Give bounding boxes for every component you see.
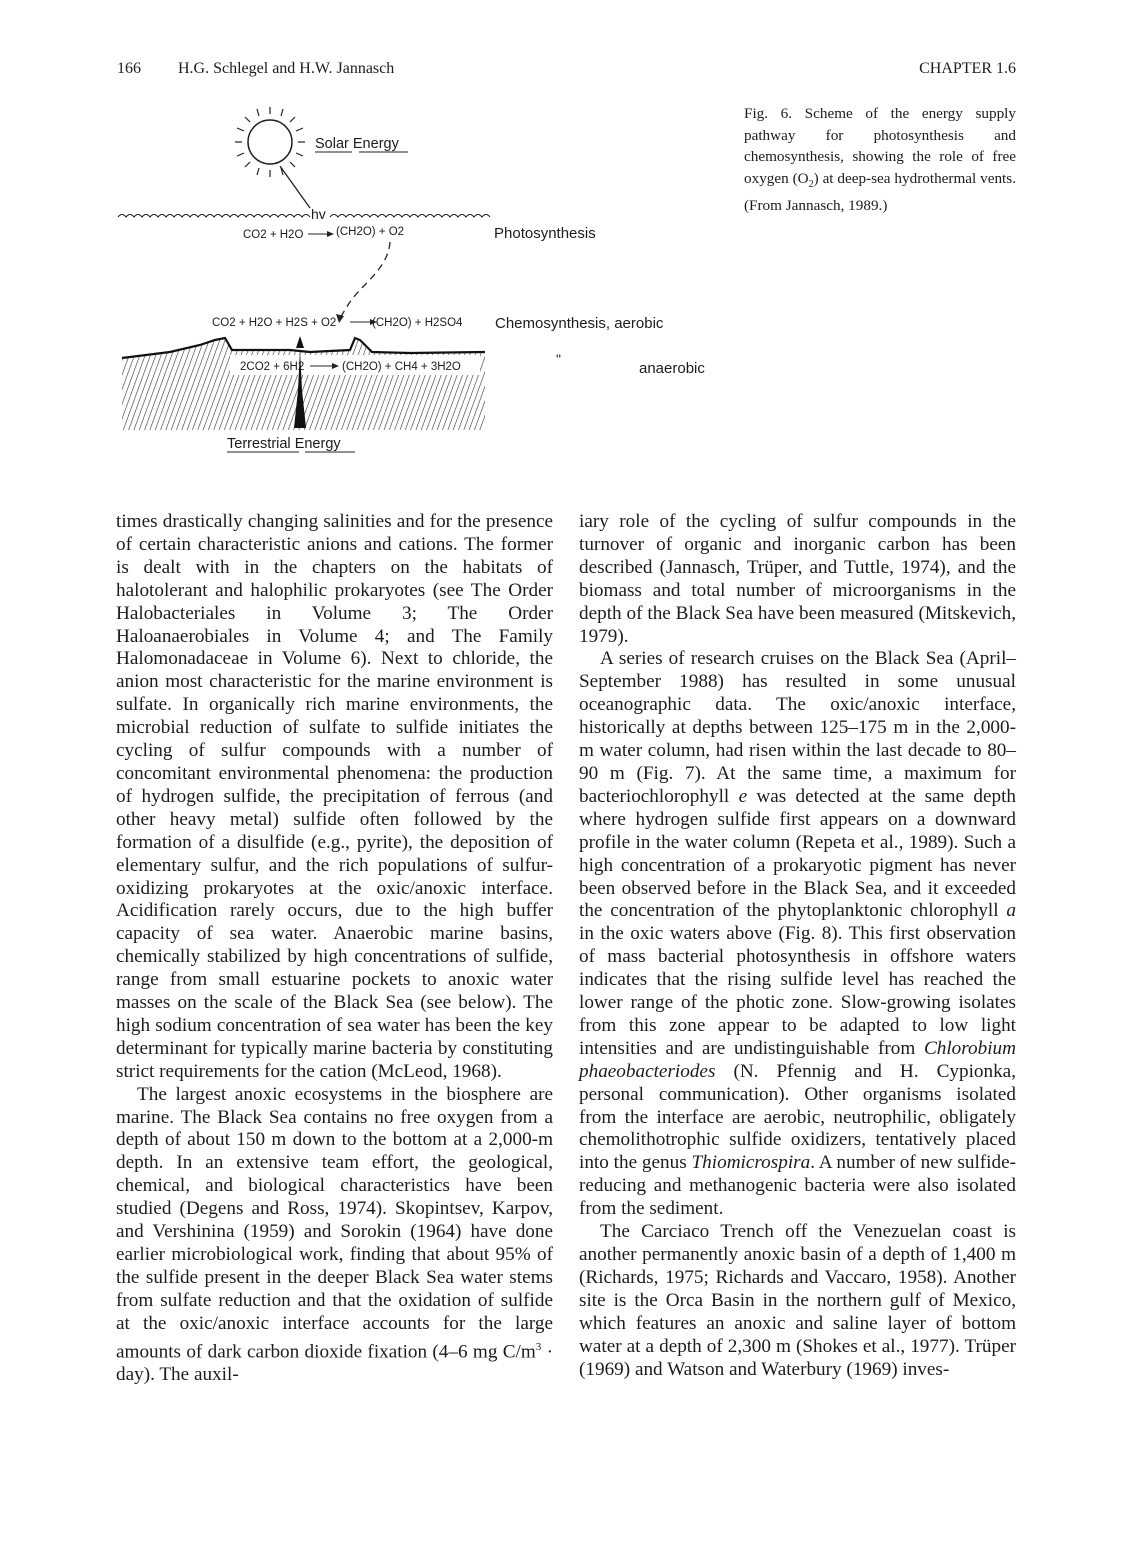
hv-label: hv — [311, 206, 326, 222]
anaerobic-equation-left: 2CO2 + 6H2 — [240, 361, 305, 373]
paragraph: The largest anoxic ecosystems in the biosphere are marine. The Black Sea contains no free oxygen from a depth of about 150 m down to the bottom at a 2,000-m depth. In an extensive team effort, the geological, chemical, and biological characteristics have been studied (Degens and Ross, 1974). Skopintsev, Karpov, and Vershinina (1959) and Sorokin (1964) have done earlier microbiological work, finding that about 95% of the sulfide present in the deeper Black Sea water stems from sulfate reduction and that the oxidation of sulfide at the oxic/anoxic interface accounts for the large amounts of dark carbon dioxide fixation (4–6 mg $C/m^3 \cdot day$). The auxil- — [116, 1083, 554, 1385]
photosynthesis-equation-left: CO2 + H2O — [243, 229, 304, 241]
anaerobic-label: anaerobic — [639, 360, 705, 377]
chemosynthesis-aerobic-equation-right: (CH2O) + H2SO4 — [372, 317, 463, 329]
terrestrial-energy-label: Terrestrial Energy — [227, 436, 341, 452]
energy-pathway-diagram — [110, 100, 730, 470]
light-ray — [280, 166, 310, 208]
anaerobic-equation-right: (CH2O) + CH4 + 3H2O — [342, 361, 461, 373]
photosynthesis-equation-right: (CH2O) + O2 — [336, 226, 405, 238]
ditto-mark: " — [556, 351, 561, 367]
paragraph: A series of research cruises on the Black Sea (April–September 1988) has resulted in some unusual oceanographic data. The oxic/anoxic interface, historically at depths between 125–175 m in the 2,000-m water column, had risen within the last decade to 80–90 m (Fig. 7). At the same time, a maximum for bacteriochlorophyll e was detected at the same depth where hydrogen sulfide first appears on a downward profile in the water column (Repeta et al., 1989). Such a high concentration of a prokaryotic pigment has never been observed before in the Black Sea, and it exceeded the concentration of the phytoplanktonic chlorophyll a in the oxic waters above (Fig. 8). This first observation of mass bacterial photosynthesis in offshore waters indicates that the rising sulfide level has reached the lower range of the photic zone. Slow-growing isolates from this zone appear to be adapted to low light intensities and are undistinguishable from Chlorobium phaeobacteriodes (N. Pfennig and H. Cypionka, personal communication). Other organisms isolated from the interface are aerobic, neutrophilic, obligately chemolithotrophic sulfide oxidizers, tentatively placed into the genus Thiomicrospira. A number of new sulfide-reducing and methanogenic bacteria were also isolated from the sediment. — [579, 648, 1017, 1220]
figure-energy-pathway — [110, 100, 730, 470]
running-chapter: CHAPTER 1.6 — [919, 60, 1016, 77]
running-header — [117, 60, 1016, 84]
paragraph: times drastically changing salinities and for the presence of certain characteristic anions and cations. The former is dealt with in the chapters on the habitats of halotolerant and halophilic prokaryotes (see The Order Halobacteriales in Volume 3; The Order Haloanaerobiales in Volume 4; and The Family Halomonadaceae in Volume 6). Next to chloride, the anion most characteristic for the marine environment is sulfate. In organically rich marine environments, the microbial reduction of sulfate to sulfide initiates the cycling of sulfur compounds with a number of concomitant environmental phenomena: the production of hydrogen sulfide, the precipitation of ferrous (and other heavy metal) sulfide often followed by the formation of a disulfide (e.g., pyrite), the deposition of elementary sulfur, and the rich populations of sulfur-oxidizing prokaryotes at the oxic/anoxic interface. Acidification rarely occurs, due to the high buffer capacity of sea water. Anaerobic marine basins, chemically stabilized by high concentrations of sulfide, range from small estuarine pockets to anoxic water masses on the scale of the Black Sea (see below). The high sodium concentration of sea water has been the key determinant for typically marine bacteria by constituting strict requirements for the cation (McLeod, 1968). — [116, 511, 553, 1082]
oxygen-flow-line — [340, 242, 390, 318]
body-column-left — [116, 511, 553, 1387]
body-column-right — [579, 511, 1016, 1381]
chemosynthesis-aerobic-label: Chemosynthesis, aerobic — [495, 315, 664, 332]
chemosynthesis-aerobic-equation-left: CO2 + H2O + H2S + O2 — [212, 317, 337, 329]
sun-icon — [235, 107, 305, 177]
photosynthesis-label: Photosynthesis — [494, 225, 596, 242]
sea-surface-line — [118, 215, 490, 218]
running-authors: H.G. Schlegel and H.W. Jannasch — [178, 60, 395, 77]
figure-caption: Fig. 6. Scheme of the energy supply pathway for photosynthesis and chemosynthesis, showing the role of free oxygen $(O_2)$ at deep-sea hydrothermal vents. (From Jannasch, 1989.) — [744, 105, 1016, 215]
paragraph: The Carciaco Trench off the Venezuelan coast is another permanently anoxic basin of a depth of 1,400 m (Richards, 1975; Richards and Vaccaro, 1958). Another site is the Orca Basin in the northern gulf of Mexico, which features an anoxic and saline layer of bottom water at a depth of 2,300 m (Shokes et al., 1977). Trüper (1969) and Watson and Waterbury (1969) inves- — [579, 1221, 1016, 1380]
page-number: 166 — [117, 60, 141, 77]
paragraph: iary role of the cycling of sulfur compounds in the turnover of organic and inorganic carbon has been described (Jannasch, Trüper, and Tuttle, 1974), and the biomass and total number of microorganisms in the depth of the Black Sea have been measured (Mitskevich, 1979). — [579, 511, 1016, 647]
solar-energy-label: Solar Energy — [315, 136, 399, 152]
